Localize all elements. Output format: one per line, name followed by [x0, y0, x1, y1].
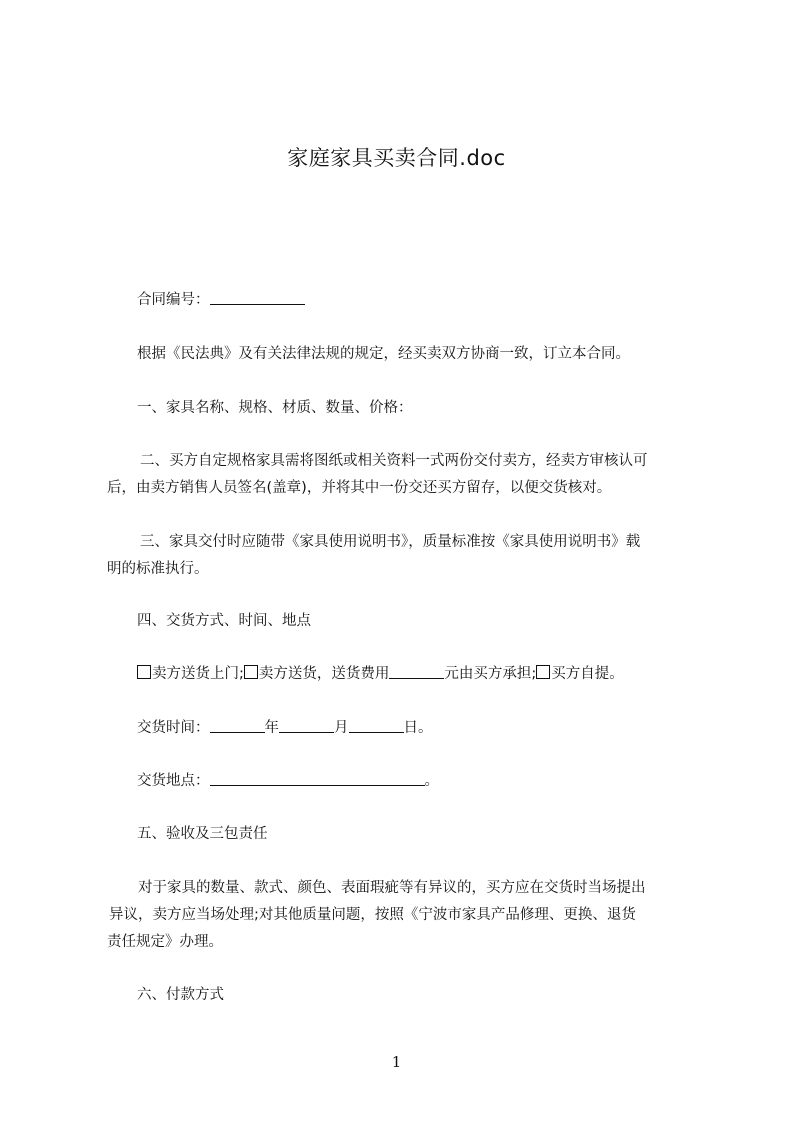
month-blank	[279, 718, 334, 733]
delivery-method-line	[107, 659, 729, 689]
delivery-place-end: 。	[424, 773, 439, 789]
delivery-fee-blank	[389, 664, 444, 679]
contract-number-label: 合同编号：	[137, 292, 210, 308]
delivery-option-2-suffix: 元由买方承担;	[444, 666, 537, 682]
year-blank	[210, 718, 265, 733]
delivery-option-2-checkbox[interactable]	[244, 665, 258, 679]
section-4-heading: 四、交货方式、时间、地点	[137, 613, 311, 629]
section-5-line-3: 责任规定》办理。	[107, 934, 223, 950]
intro-paragraph: 根据《民法典》及有关法律法规的规定，经买卖双方协商一致，订立本合同。	[137, 346, 630, 362]
delivery-place-line	[107, 766, 729, 796]
month-label: 月	[334, 720, 349, 736]
section-5-line-1: 对于家具的数量、款式、颜色、表面瑕疵等有异议的，买方应在交货时当场提出	[138, 880, 646, 896]
page-number: 1	[391, 1053, 402, 1071]
year-label: 年	[264, 720, 279, 736]
section-1-heading: 一、家具名称、规格、材质、数量、价格：	[137, 400, 413, 416]
day-label: 日。	[403, 720, 433, 736]
delivery-option-3-checkbox[interactable]	[536, 665, 550, 679]
contract-number-blank	[210, 290, 305, 305]
delivery-time-line	[107, 713, 729, 743]
section-5-heading: 五、验收及三包责任	[137, 826, 268, 842]
delivery-option-3-label: 买方自提。	[551, 666, 624, 682]
section-3-line-1: 三、家具交付时应随带《家具使用说明书》，质量标准按《家具使用说明书》载	[140, 534, 641, 550]
day-blank	[349, 718, 404, 733]
document-title: 家庭家具买卖合同.doc	[287, 146, 506, 170]
delivery-option-1-checkbox[interactable]	[137, 665, 151, 679]
delivery-option-1-label: 卖方送货上门;	[152, 666, 244, 682]
contract-number-line	[107, 285, 729, 315]
delivery-place-label: 交货地点：	[137, 773, 210, 789]
section-6-heading: 六、付款方式	[137, 987, 224, 1003]
delivery-place-blank	[210, 771, 425, 786]
delivery-time-label: 交货时间：	[137, 720, 210, 736]
section-5-line-2: 异议，卖方应当场处理;对其他质量问题，按照《宁波市家具产品修理、更换、退货	[109, 907, 636, 923]
section-3-line-2: 明的标准执行。	[107, 561, 209, 577]
delivery-option-2-label: 卖方送货，送货费用	[258, 666, 390, 682]
section-2-line-1: 二、买方自定规格家具需将图纸或相关资料一式两份交付卖方，经卖方审核认可	[140, 453, 648, 469]
section-2-line-2: 后，由卖方销售人员签名(盖章)，并将其中一份交还买方留存，以便交货核对。	[107, 480, 612, 496]
